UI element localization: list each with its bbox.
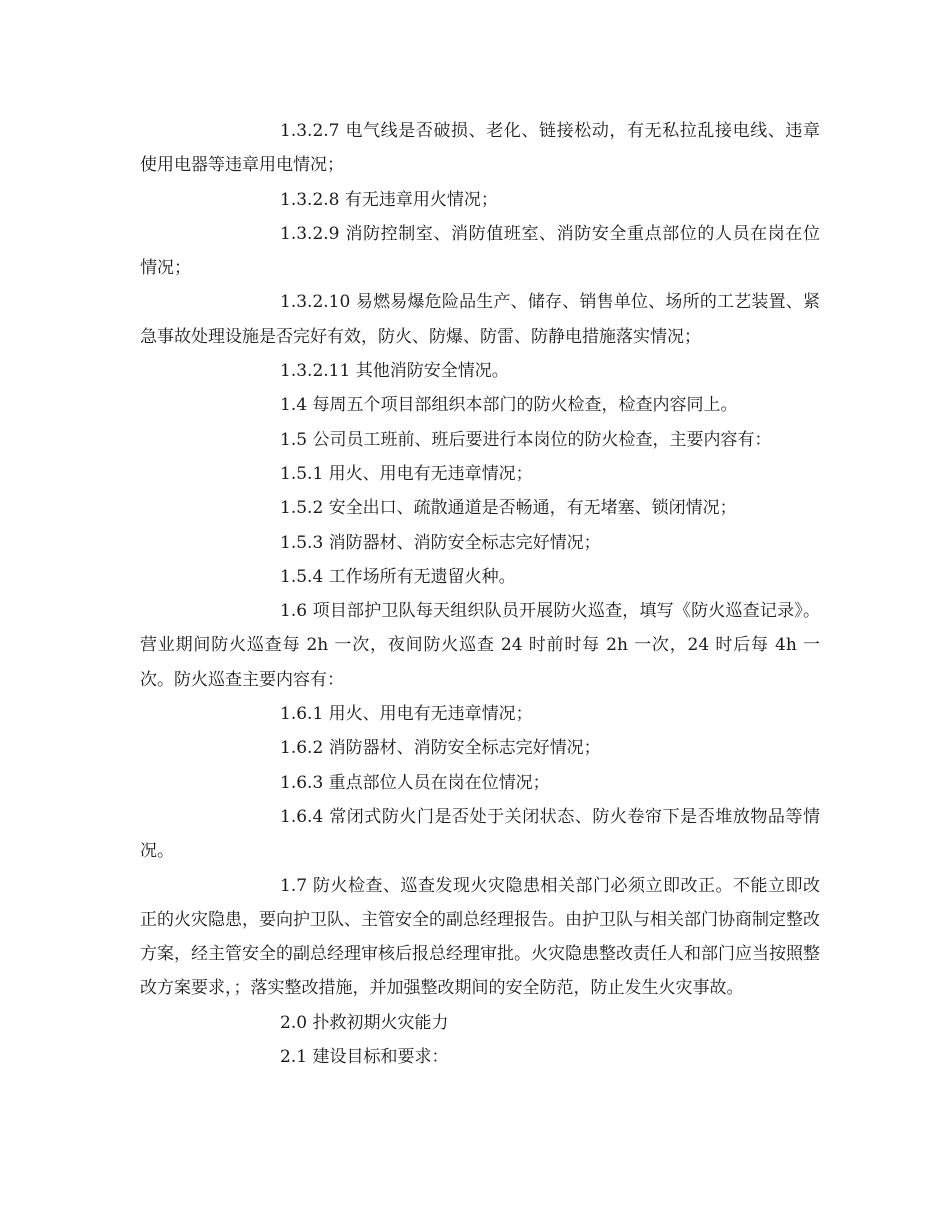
paragraph-1-5: 1.5 公司员工班前、班后要进行本岗位的防火检查，主要内容有： [280, 429, 772, 450]
paragraph-1-6: 1.6 项目部护卫队每天组织队员开展防火巡查，填写《防火巡查记录》。营业期间防火巡查每 2h 一次，夜间防火巡查 24 时前时每 2h 一次，24 时后每 4h 一次。防火巡查主要内容有： [140, 601, 820, 690]
paragraph-1-6-1: 1.6.1 用火、用电有无违章情况； [280, 704, 533, 725]
section-heading-2-0: 2.0 扑救初期火灾能力 [280, 1012, 449, 1033]
paragraph-1-5-2: 1.5.2 安全出口、疏散通道是否畅通，有无堵塞、锁闭情况； [280, 498, 737, 519]
paragraph-1-3-2-7: 1.3.2.7 电气线是否破损、老化、链接松动，有无私拉乱接电线、违章使用电器等违章用电情况； [140, 121, 820, 176]
paragraph-1-3-2-11: 1.3.2.11 其他消防安全情况。 [280, 361, 509, 382]
section-heading-2-1: 2.1 建设目标和要求： [280, 1047, 449, 1068]
paragraph-1-5-1: 1.5.1 用火、用电有无违章情况； [280, 463, 533, 484]
paragraph-1-5-3: 1.5.3 消防器材、消防安全标志完好情况； [280, 532, 601, 553]
paragraph-1-3-2-10: 1.3.2.10 易燃易爆危险品生产、储存、销售单位、场所的工艺装置、紧急事故处理设施是否完好有效，防火、防爆、防雷、防静电措施落实情况； [140, 292, 820, 347]
paragraph-1-5-4: 1.5.4 工作场所有无遗留火种。 [280, 566, 516, 587]
paragraph-1-6-2: 1.6.2 消防器材、消防安全标志完好情况； [280, 738, 601, 759]
paragraph-1-6-4: 1.6.4 常闭式防火门是否处于关闭状态、防火卷帘下是否堆放物品等情况。 [140, 806, 820, 862]
paragraph-1-3-2-8: 1.3.2.8 有无违章用火情况； [280, 189, 498, 210]
paragraph-1-7: 1.7 防火检查、巡查发现火灾隐患相关部门必须立即改正。不能立即改正的火灾隐患，要向护卫队、主管安全的副总经理报告。由护卫队与相关部门协商制定整改方案，经主管安全的副总经理审核后报总经理审批。火灾隐患整改责任人和部门应当按照整改方案要求，；落实整改措施，并加强整改期间的安全防范，防止发生火灾事故。 [140, 875, 820, 999]
paragraph-1-3-2-9: 1.3.2.9 消防控制室、消防值班室、消防安全重点部位的人员在岗在位情况； [140, 223, 820, 279]
paragraph-1-6-3: 1.6.3 重点部位人员在岗在位情况； [280, 772, 550, 793]
document-body [140, 114, 820, 1074]
paragraph-1-4: 1.4 每周五个项目部组织本部门的防火检查，检查内容同上。 [280, 395, 738, 416]
